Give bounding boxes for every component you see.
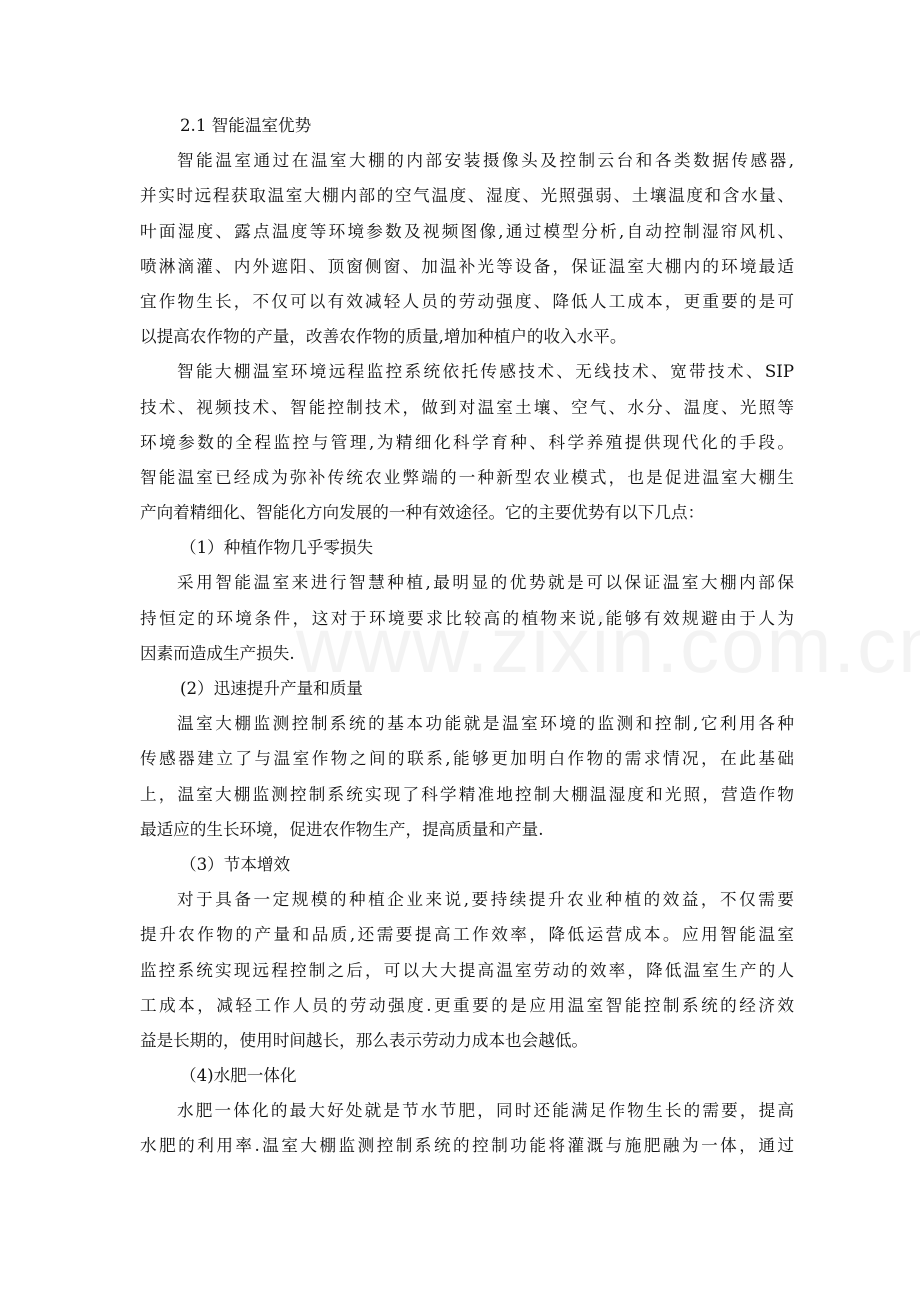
paragraph-line: 水肥一体化的最大好处就是节水节肥，同时还能满足作物生长的需要，提高 [177,1101,794,1121]
paragraph-line: 传感器建立了与温室作物之间的联系,能够更加明白作物的需求情况，在此基础 [140,749,794,769]
paragraph-line: 环境参数的全程监控与管理,为精细化科学育种、科学养殖提供现代化的手段。 [140,432,794,452]
paragraph-line: 宜作物生长，不仅可以有效减轻人员的劳动强度、降低人工成本，更重要的是可 [140,291,794,311]
paragraph-line: 以提高农作物的产量，改善农作物的质量,增加种植户的收入水平。 [140,327,627,347]
subheading-2: (2）迅速提升产量和质量 [180,679,363,698]
paragraph-line: 最适应的生长环境，促进农作物生产，提高质量和产量. [140,819,544,839]
paragraph-line: 智能温室已经成为弥补传统农业弊端的一种新型农业模式，也是促进温室大棚生 [140,467,794,487]
paragraph-line: 因素而造成生产损失. [140,643,295,663]
paragraph-line: 对于具备一定规模的种植企业来说,要持续提升农业种植的效益，不仅需要 [177,890,794,910]
paragraph-line: 智能温室通过在温室大棚的内部安装摄像头及控制云台和各类数据传感器, [177,151,794,171]
paragraph-line: 智能大棚温室环境远程监控系统依托传感技术、无线技术、宽带技术、SIP [177,362,794,382]
paragraph-line: 并实时远程获取温室大棚内部的空气温度、湿度、光照强弱、土壤温度和含水量、 [140,186,794,206]
paragraph-line: 工成本，减轻工作人员的劳动强度.更重要的是应用温室智能控制系统的经济效 [140,995,794,1015]
subheading-4: （4)水肥一体化 [180,1066,297,1086]
paragraph-line: 温室大棚监测控制系统的基本功能就是温室环境的监测和控制,它利用各种 [177,714,794,734]
paragraph-line: 益是长期的，使用时间越长，那么表示劳动力成本也会越低。 [140,1030,589,1050]
paragraph-line: 采用智能温室来进行智慧种植,最明显的优势就是可以保证温室大棚内部保 [177,573,794,593]
paragraph-line: 产向着精细化、智能化方向发展的一种有效途径。它的主要优势有以下几点： [140,503,705,523]
paragraph-line: 技术、视频技术、智能控制技术，做到对温室土壤、空气、水分、温度、光照等 [140,397,794,417]
subheading-3: （3）节本增效 [180,854,291,874]
paragraph-line: 上，温室大棚监测控制系统实现了科学精准地控制大棚温湿度和光照，营造作物 [140,784,794,804]
section-heading: 2.1 智能温室优势 [180,116,312,135]
paragraph-line: 水肥的利用率.温室大棚监测控制系统的控制功能将灌溉与施肥融为一体，通过 [140,1136,794,1156]
paragraph-line: 持恒定的环境条件，这对于环境要求比较高的植物来说,能够有效规避由于人为 [140,608,794,628]
document-page [140,108,794,1164]
subheading-1: （1）种植作物几乎零损失 [180,538,374,558]
paragraph-line: 喷淋滴灌、内外遮阳、顶窗侧窗、加温补光等设备，保证温室大棚内的环境最适 [140,256,794,276]
paragraph-line: 叶面湿度、露点温度等环境参数及视频图像,通过模型分析,自动控制湿帘风机、 [140,221,794,241]
paragraph-line: 监控系统实现远程控制之后，可以大大提高温室劳动的效率，降低温室生产的人 [140,960,794,980]
paragraph-line: 提升农作物的产量和品质,还需要提高工作效率，降低运营成本。应用智能温室 [140,925,794,945]
